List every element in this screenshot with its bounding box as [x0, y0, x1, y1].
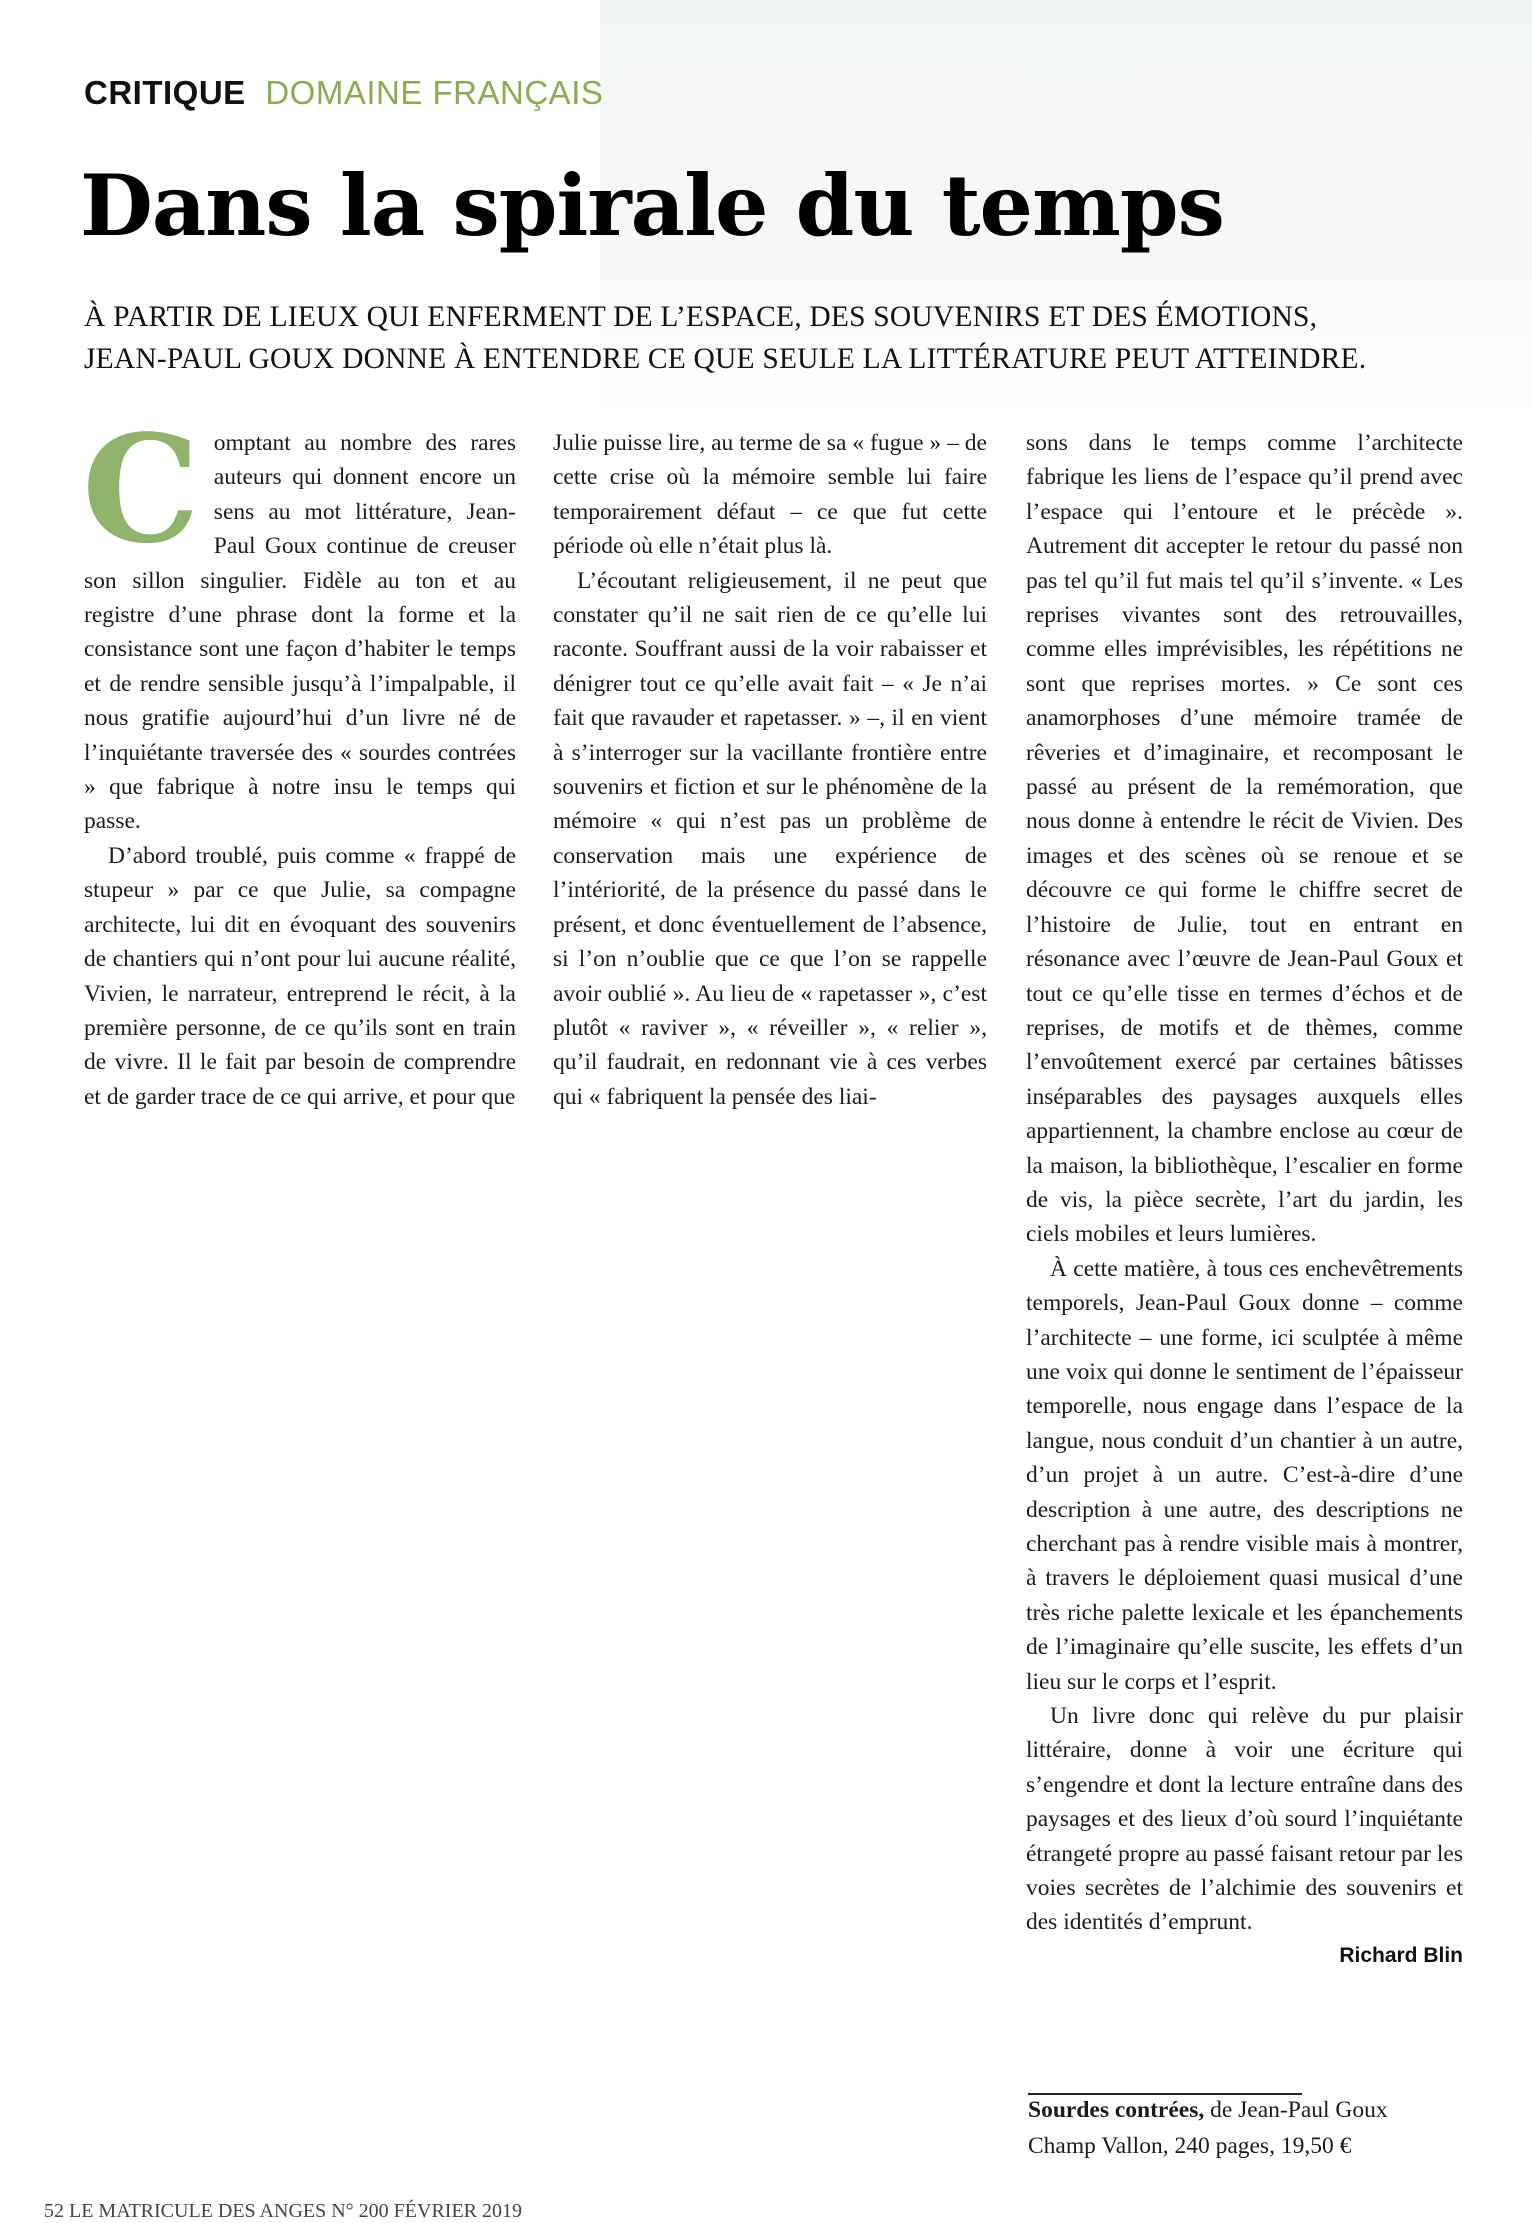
drop-cap: C	[82, 402, 200, 576]
paragraph-text: omptant au nombre des rares auteurs qui donnent encore un sens au mot littérature, Jean-Paul Goux continue de creuser son sillon singulier. Fidèle au ton et au registre d’une phrase dont la forme et la consistance sont une façon d’habiter le temps et de rendre sensible jusqu’à l’impalpable, il nous gratifie aujourd’hui d’un livre né de l’inquiétante traversée des « sourdes contrées » que fabrique à notre insu le temps qui passe.	[84, 430, 516, 835]
paragraph: sons dans le temps comme l’architecte fabrique les liens de l’espace qu’il prend avec l’espace qui l’entoure et le précède ». Autrement dit accepter le retour du passé non pas tel qu’il fut mais tel qu’il s’invente. « Les reprises vivantes sont des retrouvailles, comme elles imprévisibles, les répétitions ne sont que reprises mortes. » Ce sont ces anamorphoses d’une mémoire tramée de rêveries et d’imaginaire, et recomposant le passé au présent de la remémoration, que nous donne à entendre le récit de Vivien. Des images et des scènes où se renoue et se découvre ce qui forme le chiffre secret de l’histoire de Julie, tout en entrant en résonance avec l’œuvre de Jean-Paul Goux et tout ce qu’elle tisse en termes d’échos et de reprises, de motifs et de thèmes, comme l’envoûtement exercé par certaines bâtisses inséparables des paysages auxquels elles appartiennent, la chambre enclose au cœur de la maison, la bibliothèque, l’escalier en forme de vis, la pièce secrète, l’art du jardin, les ciels mobiles et leurs lumières.	[1026, 430, 1463, 1248]
article-column-3	[1026, 426, 1463, 1972]
paragraph	[82, 402, 516, 839]
article-column-1	[82, 402, 516, 1114]
article-title: Dans la spirale du temps	[80, 156, 1224, 255]
paragraph: Julie puisse lire, au terme de sa « fugue » – de cette crise où la mémoire semble lui faire temporairement défaut – ce que fut cette période où elle n’était plus là.	[553, 430, 987, 560]
book-details: Champ Vallon, 240 pages, 19,50 €	[1028, 2133, 1352, 2159]
paragraph: D’abord troublé, puis comme « frappé de stupeur » par ce que Julie, sa compagne architecte, lui dit en évoquant des souvenirs de chantiers qui n’ont pour lui aucune réalité, Vivien, le narrateur, entreprend le récit, à la première personne, de ce qu’ils sont en train de vivre. Il le fait par besoin de comprendre et de garder trace de ce qui arrive, et pour que	[84, 842, 516, 1110]
lede-line-2: JEAN-PAUL GOUX DONNE À ENTENDRE CE QUE SEULE LA LITTÉRATURE PEUT ATTEINDRE.	[84, 343, 1367, 375]
section-rubric	[84, 74, 603, 112]
book-title: Sourdes contrées,	[1028, 2097, 1205, 2123]
book-title-line	[1028, 2092, 1388, 2128]
author-signature: Richard Blin	[1339, 1943, 1463, 1967]
page-footer: 52 LE MATRICULE DES ANGES N° 200 FÉVRIER 2019	[44, 2200, 523, 2222]
article-lede	[84, 296, 1464, 380]
subsection-label: DOMAINE FRANÇAIS	[265, 74, 604, 111]
section-label: CRITIQUE	[84, 74, 246, 111]
paragraph: L’écoutant religieusement, il ne peut que constater qu’il ne sait rien de ce qu’elle lui raconte. Souffrant aussi de la voir rabaisser et dénigrer tout ce qu’elle avait fait – « Je n’ai fait que ravauder et rapetasser. » –, il en vient à s’interroger sur la vacillante frontière entre souvenirs et fiction et sur le phénomène de la mémoire « qui n’est pas un problème de conservation mais une expérience de l’intériorité, de la présence du passé dans le présent, et donc éventuellement de l’absence, si l’on n’oublie que ce que l’on se rappelle avoir oublié ». Au lieu de « rapetasser », c’est plutôt « raviver », « réveiller », « relier », qu’il faudrait, en redonnant vie à ces verbes qui « fabriquent la pensée des liai-	[553, 567, 987, 1110]
book-author: de Jean-Paul Goux	[1204, 2097, 1388, 2123]
article-column-2	[553, 426, 987, 1114]
paragraph: À cette matière, à tous ces enchevêtrements temporels, Jean-Paul Goux donne – comme l’architecte – une forme, ici sculptée à même une voix qui donne le sentiment de l’épaisseur temporelle, nous engage dans l’espace de la langue, nous conduit d’un chantier à un autre, d’un projet à un autre. C’est-à-dire d’une description à une autre, des descriptions ne cherchant pas à rendre visible mais à montrer, à travers le déploiement quasi musical d’une très riche palette lexicale et les épanchements de l’imaginaire qu’elle suscite, les effets d’un lieu sur le corps et l’esprit.	[1026, 1255, 1463, 1695]
lede-line-1: À PARTIR DE LIEUX QUI ENFERMENT DE L’ESPACE, DES SOUVENIRS ET DES ÉMOTIONS,	[84, 301, 1318, 333]
paragraph: Un livre donc qui relève du pur plaisir littéraire, donne à voir une écriture qui s’engendre et dont la lecture entraîne dans des paysages et des lieux d’où sourd l’inquiétante étrangeté propre au passé faisant retour par les voies secrètes de l’alchimie des souvenirs et des identités d’emprunt.	[1026, 1703, 1463, 1936]
book-reference	[1028, 2092, 1388, 2164]
